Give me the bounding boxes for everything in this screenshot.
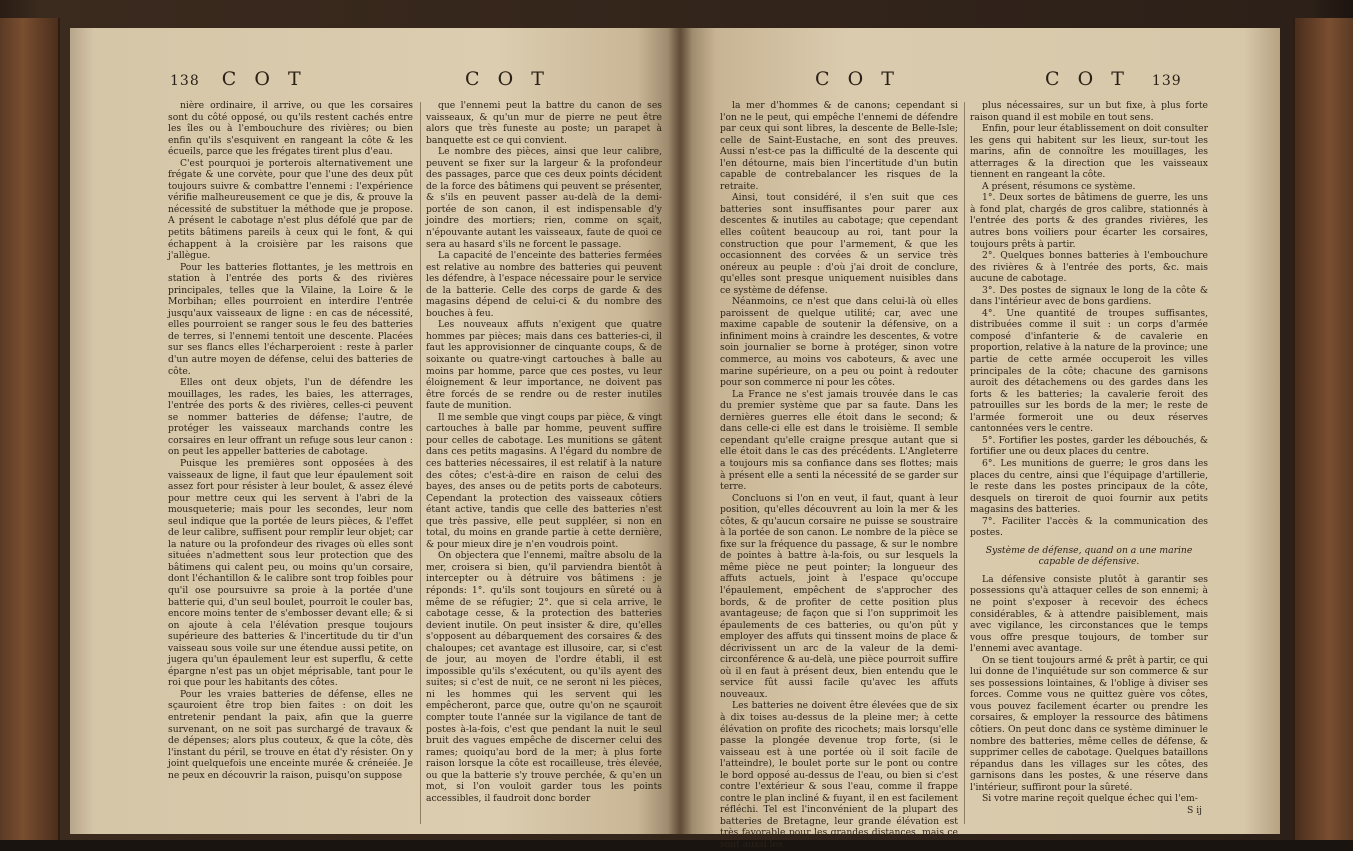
paragraph: Néanmoins, ce n'est que dans celui-là où elles paroissent de quelque utilité; car, avec une maxime capable de soutenir la défensive, on a infiniment moins à craindre les descentes, & votre soin journalier se borne à protéger, sinon votre commerce, au moins vos caboteurs, & avec une marine supérieure, on a peu ou point à redouter pour son commerce ni pour les côtes.	[720, 296, 958, 389]
paragraph: Elles ont deux objets, l'un de défendre les mouillages, les rades, les baies, les atterrages, l'entrée des ports & des rivières, celles-ci peuvent se nommer batteries de défense; l'autre, de protéger les vaisseaux marchands contre les corsaires en leur offrant un refuge sous leur canon : on peut les appeller batteries de cabotage.	[168, 377, 413, 458]
book-cover-right	[1293, 18, 1353, 840]
paragraph: Ainsi, tout considéré, il s'en suit que ces batteries sont insuffisantes pour parer aux descentes & inutiles au cabotage; que cependant elles coûtent beaucoup au roi, tant pour la construction que pour l'armement, & que les occasionnent des corvées & un service très onéreux au peuple : d'où j'ai droit de conclure, qu'elles sont presque uniquement nuisibles dans ce système de défense.	[720, 192, 958, 296]
left-page-number-header	[170, 68, 307, 94]
paragraph: On objectera que l'ennemi, maître absolu de la mer, croisera si bien, qu'il parviendra bientôt à intercepter ou à détruire vos bâtimens : je réponds: 1°. qu'ils sont toujours en sûreté ou à même de se réfugier; 2°. que si cela arrive, le cabotage cesse, & la protection des batteries devient inutile. On peut insister & dire, qu'elles s'opposent au débarquement des corsaires & des chaloupes; cet avantage est illusoire, car, si c'est de jour, au moyen de l'ordre établi, il est impossible qu'ils s'exécutent, ou qu'ils ayent des suites; si c'est de nuit, ce ne seront ni les pièces, ni les hommes qui les servent qui les empêcheront, parce que, outre qu'on ne sçauroit compter toute l'année sur la vigilance de tant de postes à-la-fois, c'est que pendant la nuit le seul bruit des vagues empêche de discerner celui des rames; quoiqu'au bord de la mer; à plus forte raison lorsque la côte est rocailleuse, très élevée, ou que la batterie s'y trouve perchée, & qu'en un mot, si l'on vouloit garder tous les points accessibles, il faudroit donc border	[426, 550, 662, 804]
right-page-number-header	[1045, 68, 1182, 94]
paragraph: Pour les batteries flottantes, je les mettrois en station à l'entrée des ports & des rivières principales, telles que la Vilaine, la Loire & le Morbihan; elles pourroient en interdire l'entrée jusqu'aux vaisseaux de ligne : en cas de nécessité, elles pourroient se ranger sous le feu des batteries de terres, si l'ennemi tentoit une descente. Placées sur ses flancs elles l'écharperoient : reste à parler d'un autre moyen de défense, celui des batteries de côte.	[168, 261, 413, 377]
paragraph: La France ne s'est jamais trouvée dans le cas du premier système que par sa faute. Dans les dernières guerres elle étoit dans le second; & dans celle-ci elle est dans le troisième. Il semble cependant qu'elle craigne presque autant que si elle étoit dans le cas des précédents. L'Angleterre a toujours mis sa confiance dans ses flottes; mais à présent elle a senti la nécessité de se garder sur terre.	[720, 388, 958, 493]
paragraph: que l'ennemi peut la battre du canon de ses vaisseaux, & qu'un mur de pierre ne peut être alors que très funeste au poste; un parapet à banquette est ce qui convient.	[426, 100, 662, 146]
page-number: 139	[1151, 73, 1182, 89]
paragraph: Le nombre des pièces, ainsi que leur calibre, peuvent se fixer sur la largeur & la profondeur des passages, parce que ces deux points décident de la force des bâtimens qui peuvent se présenter, & s'ils en peuvent passer au-delà de la demi-portée de son canon, il est indispensable d'y joindre des mortiers; rien, comme on sçait, n'épouvante autant les vaisseaux, faute de quoi ce sera au hasard s'ils ne forcent le passage.	[426, 146, 662, 250]
paragraph: Les batteries ne doivent être élevées que de six à dix toises au-dessus de la pleine mer; à cette élévation on profite des ricochets; mais lorsqu'elle passe la plongée devenue trop forte, (si le vaisseau est à une portée où il soit facile de l'atteindre), le boulet porte sur le pont ou contre le bord opposé au-dessus de l'eau, ou bien si c'est contre l'extérieur & sous l'eau, comme il frappe contre le plan incliné & fuyant, il en est facilement réfléchi. Tel est l'inconvénient de la plupart des batteries de Bretagne, leur grande élévation est très favorable pour les grandes distances, mais ce sont aussi les	[720, 700, 958, 850]
paragraph: Système de défense, quand on a une marine capable de défensive.	[985, 544, 1193, 568]
paragraph: Pour les vraies batteries de défense, elles ne sçauroient être trop bien faites : on doit les entretenir pendant la paix, afin que la guerre survenant, on ne soit pas surchargé de travaux & de dépenses; alors plus couteux, & que la côte, dès l'instant du péril, se trouve en état d'y résister. On y joint quelquefois une enceinte murée & créneiée. Je ne peux en découvrir la raison, puisqu'on suppose	[168, 688, 413, 781]
running-head-left: C O T	[815, 68, 900, 90]
paragraph: 4°. Une quantité de troupes suffisantes, distribuées comme il suit : un corps d'armée composé d'infanterie & de cavalerie en proportion, relative à la nature de la province; une partie de cette armée occuperoit les villes principales de la côte; chacune des garnisons auroit des détachemens ou des gardes dans les forts & les batteries; la cavalerie feroit des patrouilles sur les bords de la mer; le reste de l'armée formeroit une ou deux réserves cantonnées vers le centre.	[970, 307, 1208, 435]
running-head: C O T	[1045, 68, 1130, 90]
left-page	[70, 28, 680, 834]
paragraph: Les nouveaux affuts n'exigent que quatre hommes par pièces; mais dans ces batteries-ci, il faut les approvisionner de cinquante coups, & de soixante ou quatre-vingt cartouches à balle au moins par homme, parce que ces postes, vu leur éloignement & leur importance, ne doivent pas être forcés de se rendre ou de rester inutiles faute de munition.	[426, 319, 662, 412]
paragraph: Il me semble que vingt coups par pièce, & vingt cartouches à balle par homme, peuvent suffire pour celles de cabotage. Les munitions se gâtent dans ces petits magasins. A l'égard du nombre de ces batteries nécessaires, il est relatif à la nature des côtes; c'est-à-dire en raison de celui des bayes, des anses ou de petits ports de caboteurs. Cependant la protection des vaisseaux côtiers étant active, tandis que celle des batteries n'est que très passive, elle peut suppléer, si non en total, du moins en grande partie à cette dernière, & pour mieux dire je n'en voudrois point.	[426, 411, 662, 550]
paragraph: 1°. Deux sortes de bâtimens de guerre, les uns à fond plat, chargés de gros calibre, stationnés à l'entrée des ports & des grandes rivières, les autres bons voiliers pour écarter les corsaires, toujours prêts à partir.	[970, 192, 1208, 250]
paragraph: Puisque les premières sont opposées à des vaisseaux de ligne, il faut que leur épaulement soit assez fort pour résister à leur boulet, & assez élevé pour mettre ceux qui les servent à l'abri de la mousqueterie; mais pour les secondes, leur nom seul indique que la portée de leurs pièces, & l'effet de leur calibre, suffisent pour remplir leur objet; car la nature ou la profondeur des rivages où elles sont situées n'admettent sous leur protection que des bâtimens qui calent peu, ou moins qu'un corsaire, dont l'échantillon & le calibre sont trop foibles pour qu'il ose poursuivre sa proie à la portée d'une batterie qui, d'un seul boulet, pourroit le couler bas, encore moins tenter de s'embosser devant elle; & si on ajoute à cela l'élévation presque toujours supérieure des batteries & l'incertitude du tir d'un vaisseau sous voile sur une étendue aussi petite, on jugera qu'un épaulement leur est superflu, & cette épargne n'est pas un objet méprisable, tant pour le roi que pour les habitants des côtes.	[168, 457, 413, 689]
running-head-right: C O T	[465, 68, 550, 90]
paragraph: 6°. Les munitions de guerre; le gros dans les places du centre, ainsi que l'équipage d'artillerie, le reste dans les postes principaux de la côte, desquels on tireroit de quoi fournir aux petits magasins des batteries.	[970, 457, 1208, 516]
column-rule	[420, 102, 421, 824]
paragraph: La capacité de l'enceinte des batteries fermées est relative au nombre des batteries qui peuvent les défendre, à l'espace nécessaire pour le service de la batterie. Celle des corps de garde & des magasins dépend de celui-ci & du nombre des bouches à feu.	[426, 250, 662, 319]
paragraph: On se tient toujours armé & prêt à partir, ce qui lui donne de l'inquiétude sur son commerce & sur ses possessions lointaines, & l'oblige à diviser ses forces. Comme vous ne quittez guère vos côtes, vous pouvez facilement écarter ou prendre les corsaires, & employer la ressource des bâtimens côtiers. On peut donc dans ce système diminuer le nombre des batteries, même celles de défense, & supprimer celles de cabotage. Quelques bataillons répandus dans les villages sur les côtes, des garnisons dans les postes, & une réserve dans l'intérieur, suffiront pour la sûreté.	[970, 654, 1208, 793]
paragraph: 7°. Faciliter l'accès & la communication des postes.	[970, 515, 1208, 539]
paragraph: plus nécessaires, sur un but fixe, à plus forte raison quand il est mobile en tout sens.	[970, 100, 1208, 123]
text-column-2	[970, 100, 1208, 826]
paragraph: la mer d'hommes & de canons; cependant si l'on ne le peut, qui empêche l'ennemi de défendre par ceux qui sont libres, la descente de Belle-Isle; celle de Saint-Eustache, en sont des preuves. Aussi n'est-ce pas la difficulté de la descente qui l'en détourne, mais bien l'incertitude d'un butin capable de contrebalancer les risques de la retraite.	[720, 100, 958, 192]
paragraph: La défensive consiste plutôt à garantir ses possessions qu'à attaquer celles de son ennemi; à ne point s'exposer à recevoir des échecs considérables, & à attendre paisiblement, mais avec vigilance, les circonstances que le temps vous offre presque toujours, de tomber sur l'ennemi avec avantage.	[970, 573, 1208, 655]
column-rule	[964, 102, 965, 824]
paragraph: 3°. Des postes de signaux le long de la côte & dans l'intérieur avec de bons gardiens.	[970, 284, 1208, 308]
text-column-1	[168, 100, 413, 826]
paragraph: Enfin, pour leur établissement on doit consulter les gens qui habitent sur les lieux, sur-tout les marins, afin de connoître les mouillages, les atterrages & la direction que les vaisseaux tiennent en rangeant la côte.	[970, 123, 1208, 181]
paragraph: Si votre marine reçoit quelque échec qui l'em-	[982, 793, 1198, 805]
right-page	[680, 28, 1280, 850]
page-number: 138	[170, 73, 200, 89]
book-gutter	[668, 28, 692, 834]
book-cover-left	[0, 18, 60, 840]
paragraph: nière ordinaire, il arrive, ou que les corsaires sont du côté opposé, ou qu'ils restent cachés entre les îles ou à l'embouchure des rivières; ou bien enfin qu'ils s'esquivent en rangeant la côte & les écueils, parce que les frégates tirent plus d'eau.	[168, 100, 413, 158]
paragraph: 2°. Quelques bonnes batteries à l'embouchure des rivières & à l'entrée des ports, &c. mais aucune de cabotage.	[970, 250, 1208, 285]
paragraph: A présent, résumons ce système.	[982, 180, 1136, 192]
text-column-2	[426, 100, 662, 826]
paragraph: C'est pourquoi je porterois alternativement une frégate & une corvète, pour que l'une des deux pût toujours suivre & combattre l'ennemi : l'expérience vérifie malheureusement ce que je dis, & prouve la nécessité de substituer la méthode que je propose. A présent le cabotage n'est plus défolé que par de petits bâtimens pareils à ceux qui le font, & qui échappent à la croisière par les raisons que j'allègue.	[168, 157, 413, 262]
paragraph: S ij	[1186, 804, 1202, 816]
paragraph: 5°. Fortifier les postes, garder les débouchés, & fortifier une ou deux places du centre.	[970, 434, 1208, 458]
running-head: C O T	[221, 68, 307, 90]
paragraph: Concluons si l'on en veut, il faut, quant à leur position, qu'elles découvrent au loin la mer & les côtes, & qu'aucun corsaire ne puisse se soustraire à la portée de son canon. Le nombre de la pièce se fixe sur la fréquence du passage, & sur le nombre de pointes à battre à-la-fois, ou sur lesquels la même pièce ne peut pointer; la longueur des affuts actuels, joint à l'espace qu'occupe l'épaulement, empêchent de s'approcher des bords, & de profiter de cette position plus avantageuse; de façon que si l'on supprimoit les épaulements de ces batteries, ou qu'on pût y employer des affuts qui tinssent moins de place & décrivissent un arc de la valeur de la demi-circonférence & au-delà, une pièce pourroit suffire où il en faut à présent deux, bien entendu que le service fût aussi facile qu'avec les affuts nouveaux.	[720, 492, 958, 700]
text-column-1	[720, 100, 958, 850]
